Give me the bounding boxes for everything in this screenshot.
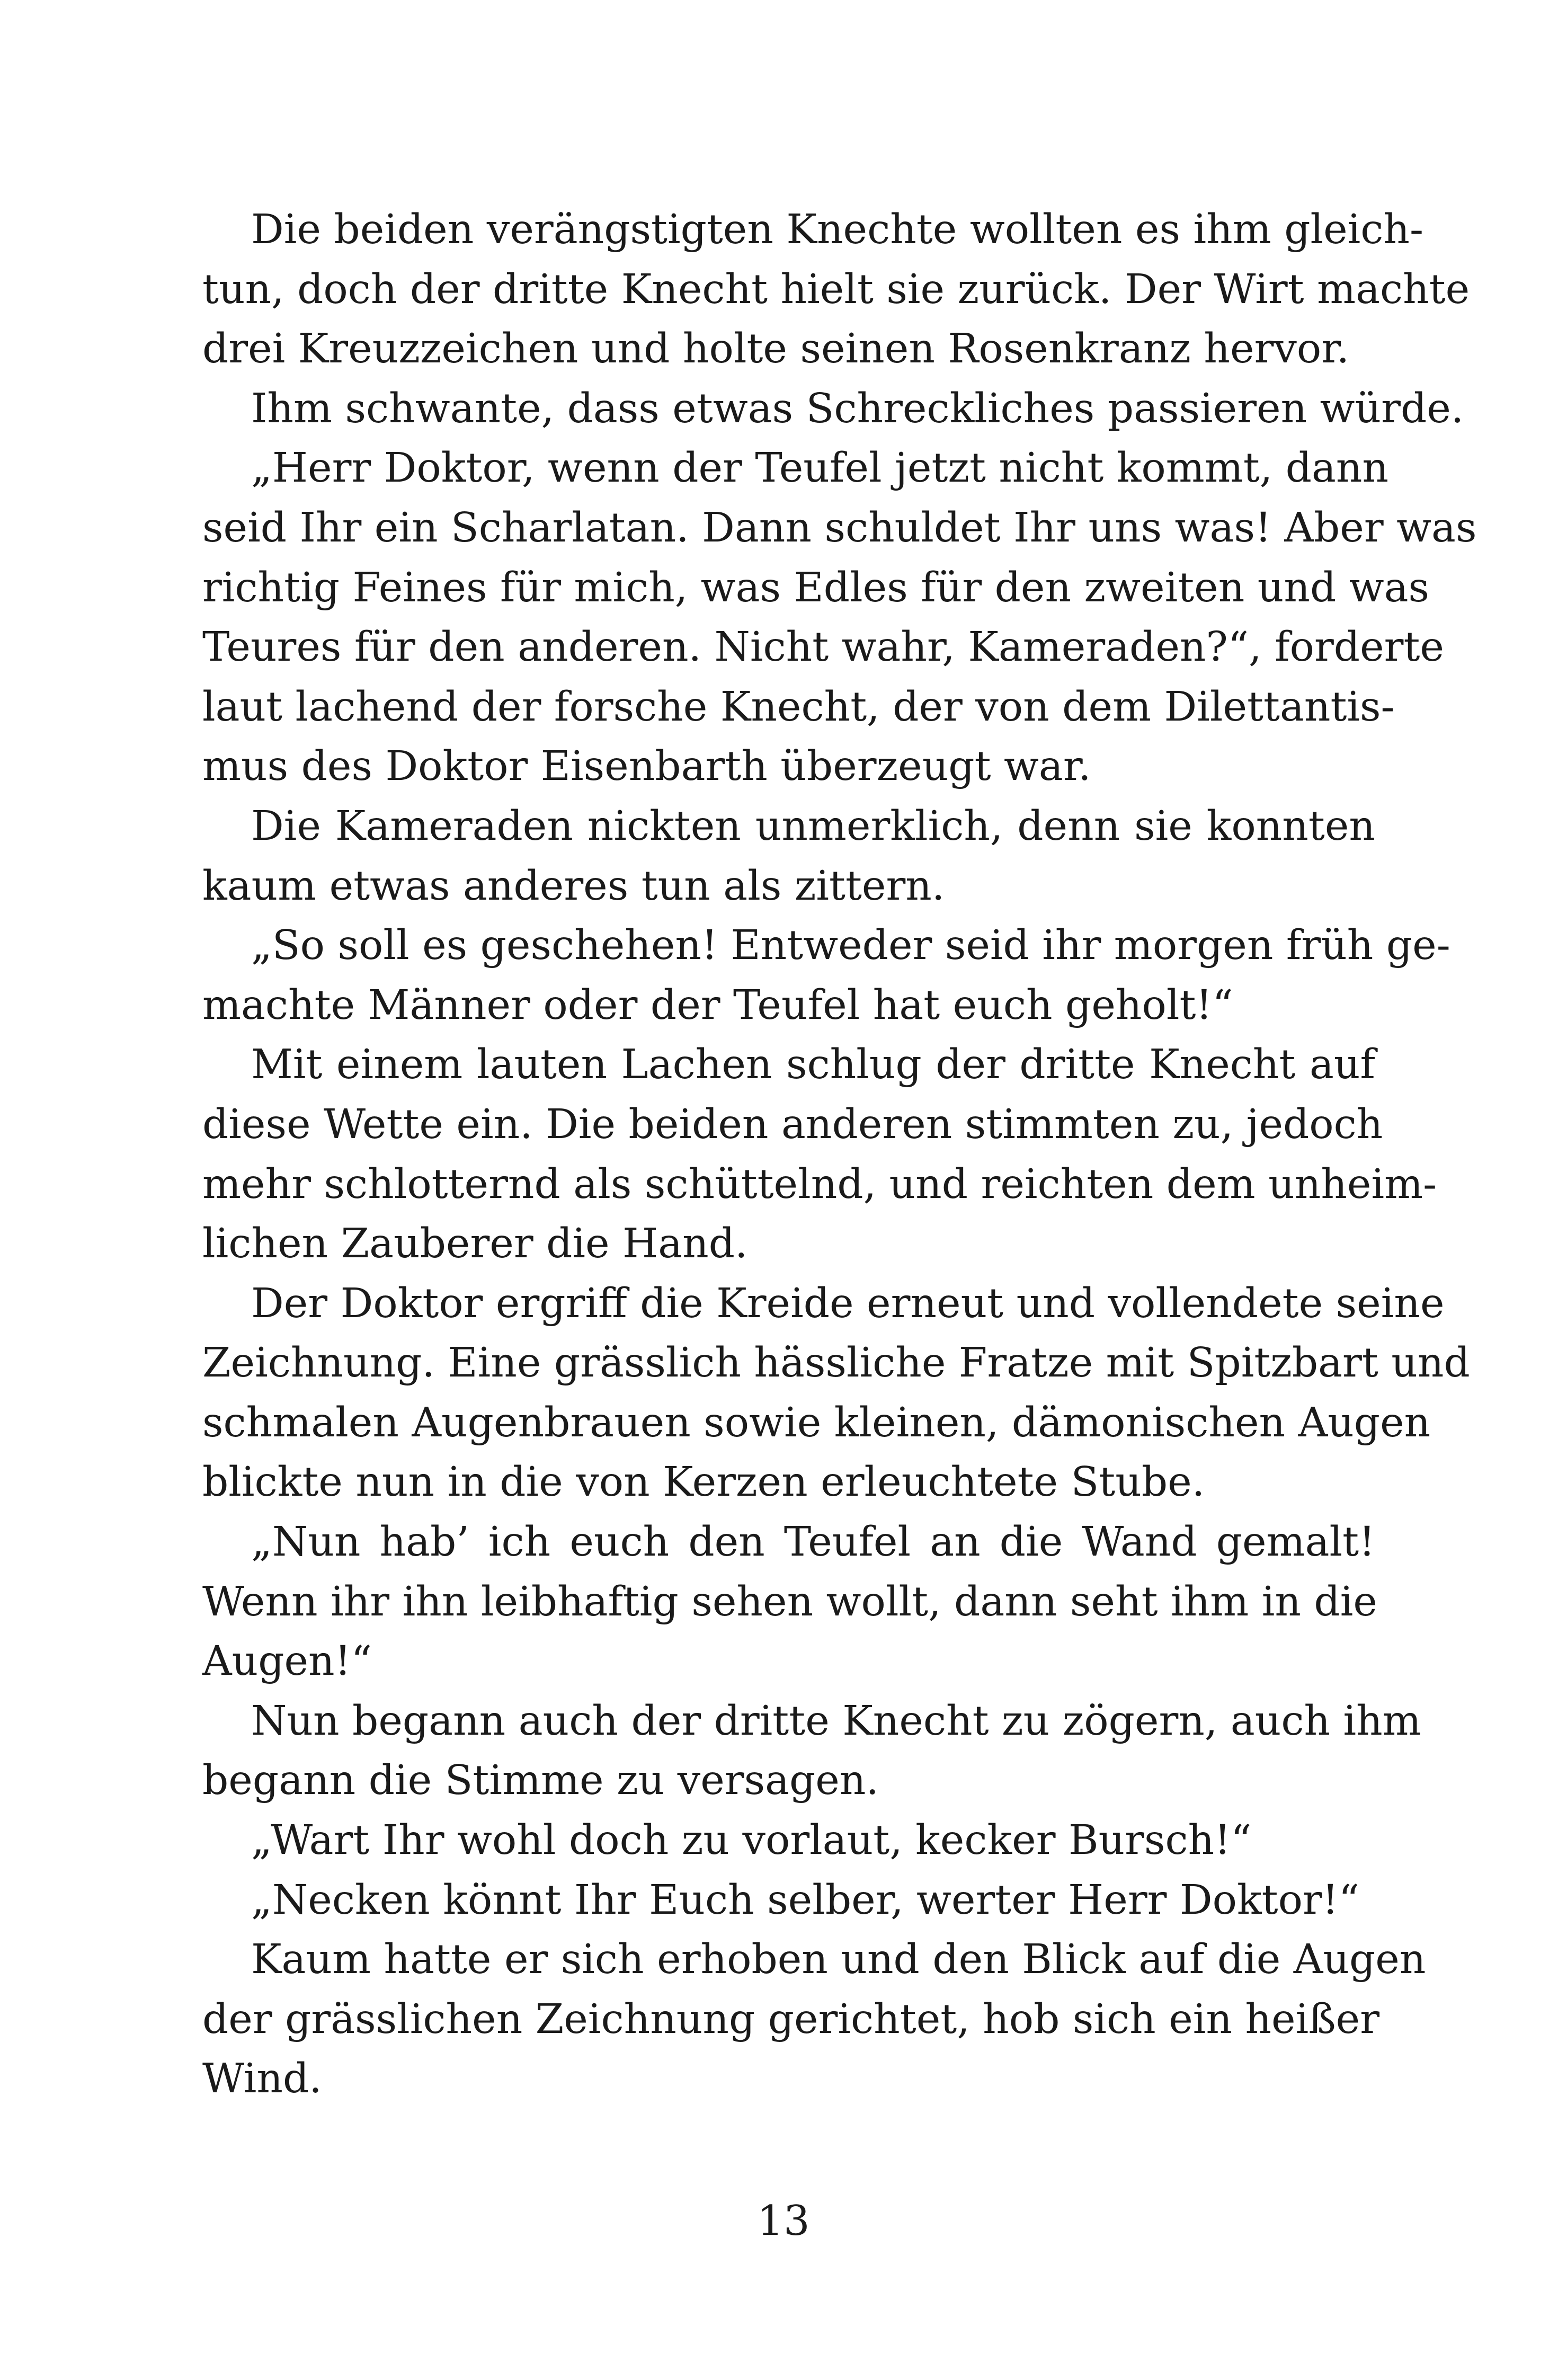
page-number: 13 [757,2197,810,2245]
text-line: Kaum hatte er sich erhoben und den Blick auf die Augen [251,1936,1426,1984]
text-line: schmalen Augenbrauen sowie kleinen, dämonischen Augen [202,1399,1431,1446]
text-line: Die beiden verängstigten Knechte wollten es ihm gleich- [251,206,1424,253]
text-line: Augen!“ [202,1638,372,1685]
text-line: Teures für den anderen. Nicht wahr, Kameraden?“, forderte [202,624,1444,671]
text-line: Ihm schwante, dass etwas Schreckliches passieren würde. [251,385,1464,432]
text-line: „Nun hab’ ich euch den Teufel an die Wand gemalt! [251,1518,1375,1566]
text-line: Wenn ihr ihn leibhaftig sehen wollt, dann seht ihm in die [202,1578,1377,1626]
body-text [202,200,1477,2109]
text-line: blickte nun in die von Kerzen erleuchtete Stube. [202,1459,1205,1506]
text-line: „Herr Doktor, wenn der Teufel jetzt nicht kommt, dann [251,445,1389,492]
text-line: diese Wette ein. Die beiden anderen stimmten zu, jedoch [202,1100,1383,1148]
text-line: der grässlichen Zeichnung gerichtet, hob sich ein heißer [202,1995,1380,2043]
text-line: Wind. [202,2055,322,2103]
text-line: Zeichnung. Eine grässlich hässliche Fratze mit Spitzbart und [202,1339,1470,1387]
text-line: lichen Zauberer die Hand. [202,1220,748,1268]
text-line: „Necken könnt Ihr Euch selber, werter Herr Doktor!“ [251,1876,1360,1924]
text-line: richtig Feines für mich, was Edles für den zweiten und was [202,564,1430,611]
text-line: Nun begann auch der dritte Knecht zu zögern, auch ihm [251,1697,1421,1745]
text-line: mus des Doktor Eisenbarth überzeugt war. [202,743,1091,791]
text-line: drei Kreuzzeichen und holte seinen Rosenkranz hervor. [202,325,1350,373]
text-line: Die Kameraden nickten unmerklich, denn sie konnten [251,802,1375,850]
text-line: begann die Stimme zu versagen. [202,1757,879,1805]
text-line: mehr schlotternd als schüttelnd, und reichten dem unheim- [202,1160,1437,1208]
text-line: „So soll es geschehen! Entweder seid ihr morgen früh ge- [251,922,1450,970]
text-line: machte Männer oder der Teufel hat euch geholt!“ [202,981,1233,1029]
text-line: kaum etwas anderes tun als zittern. [202,862,945,910]
text-line: seid Ihr ein Scharlatan. Dann schuldet Ihr uns was! Aber was [202,504,1477,552]
text-line: Mit einem lauten Lachen schlug der dritte Knecht auf [251,1041,1375,1089]
text-line: laut lachend der forsche Knecht, der von dem Dilettantis- [202,683,1395,731]
text-line: tun, doch der dritte Knecht hielt sie zurück. Der Wirt machte [202,265,1470,313]
text-line: Der Doktor ergriff die Kreide erneut und vollendete seine [251,1280,1445,1327]
text-line: „Wart Ihr wohl doch zu vorlaut, kecker Bursch!“ [251,1817,1252,1864]
